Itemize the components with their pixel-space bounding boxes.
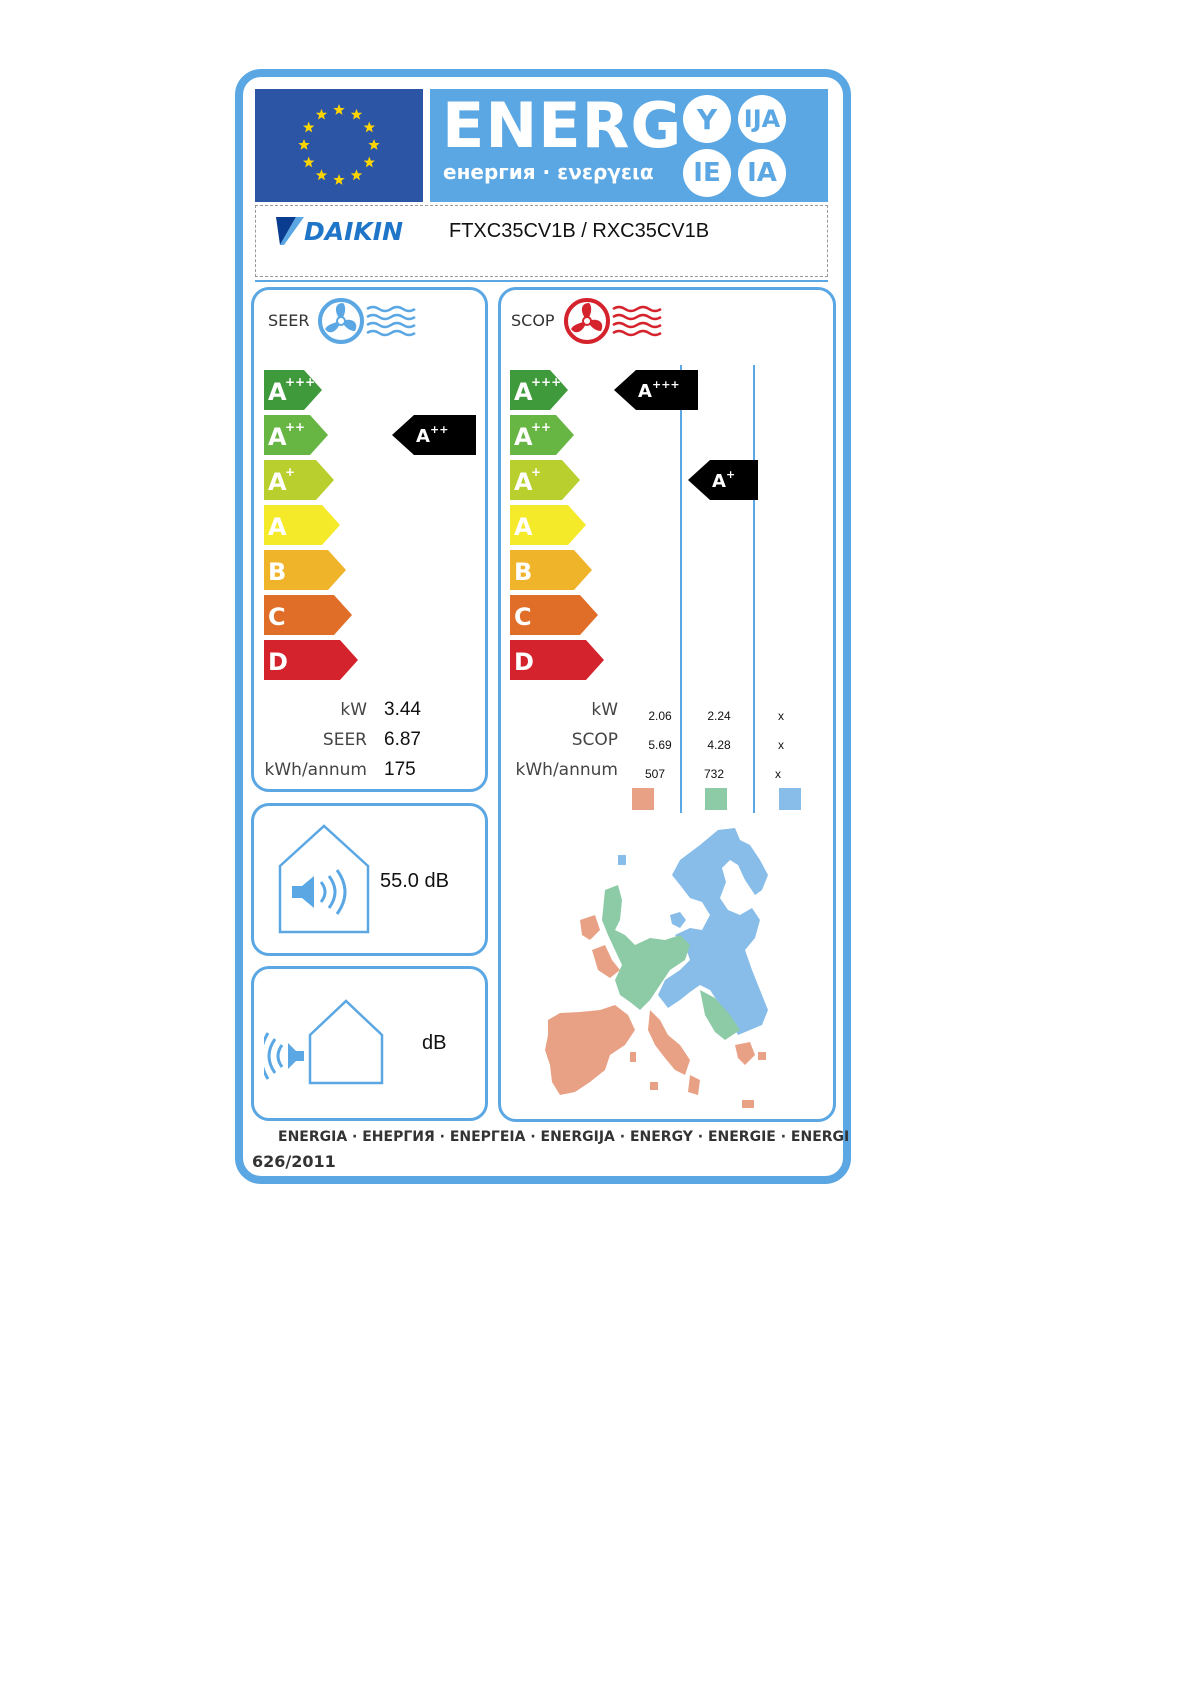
cooling-title: SEER [268, 311, 310, 330]
europe-climate-map [540, 820, 800, 1115]
class-letter: B [268, 558, 287, 586]
class-bar-appp [510, 370, 568, 410]
heating-col2-scop: 4.28 [707, 738, 731, 752]
class-letter: D [268, 648, 288, 676]
footer-languages: ENERGIA · ЕНЕРГИЯ · ΕΝΕΡΓΕΙΑ · ENERGIJA · ENERGY · ENERGIE · ENERGI [278, 1129, 850, 1145]
outdoor-noise-value: dB [422, 1032, 447, 1054]
eu-star-icon [333, 174, 344, 185]
rating-letter: A [638, 381, 652, 402]
cooling-fan-icon [317, 297, 421, 349]
cooling-seer-label: SEER [322, 730, 367, 750]
class-bar-d [264, 640, 358, 680]
cooling-kwh-value: 175 [384, 759, 416, 780]
class-bar-appp [264, 370, 322, 410]
rating-sup: + [726, 468, 736, 481]
class-sup: ++ [531, 420, 552, 434]
indoor-speaker-house-icon [276, 822, 372, 940]
heating-col3-kw: x [778, 709, 784, 723]
eu-star-icon [333, 104, 344, 115]
energy-subtitle: енергия · ενεργεια [443, 160, 654, 184]
heating-col1-kw: 2.06 [648, 709, 672, 723]
brand-name: DAIKIN [304, 217, 403, 246]
heating-col2-kw: 2.24 [707, 709, 731, 723]
class-letter: A [268, 378, 287, 406]
class-letter: A [514, 513, 533, 541]
rating-arrow [392, 415, 476, 455]
eu-star-icon [351, 109, 362, 120]
class-sup: + [531, 465, 542, 479]
class-letter: A [268, 468, 287, 496]
heating-scop-label: SCOP [571, 730, 618, 750]
class-sup: +++ [531, 375, 562, 389]
heating-kw-label: kW [591, 700, 618, 720]
suffix-ia: IA [738, 149, 786, 197]
eu-star-icon [351, 169, 362, 180]
class-letter: B [514, 558, 533, 586]
eu-star-icon [303, 122, 314, 133]
class-letter: C [268, 603, 286, 631]
class-letter: D [514, 648, 534, 676]
suffix-ija: IJA [738, 95, 786, 143]
class-bar-d [510, 640, 604, 680]
heating-col3-scop: x [778, 738, 784, 752]
eu-star-icon [298, 139, 309, 150]
cooling-kw-value: 3.44 [384, 699, 421, 720]
class-sup: + [285, 465, 296, 479]
class-bar-a [264, 505, 340, 545]
climate-swatch-warmer [632, 788, 654, 810]
eu-star-icon [364, 122, 375, 133]
indoor-noise-value: 55.0 dB [380, 870, 449, 892]
footer-regulation: 626/2011 [252, 1152, 336, 1171]
cooling-scale [262, 370, 482, 680]
eu-star-icon [364, 157, 375, 168]
heating-scale [508, 370, 758, 680]
class-bar-ap [510, 460, 580, 500]
class-bar-b [510, 550, 592, 590]
class-bar-c [264, 595, 352, 635]
rating-letter: A [712, 471, 726, 492]
eu-star-icon [316, 109, 327, 120]
suffix-ie: IE [683, 149, 731, 197]
eu-flag [255, 89, 423, 202]
rating-sup: +++ [652, 378, 680, 391]
heating-col3-kwh: x [775, 767, 781, 781]
class-bar-c [510, 595, 598, 635]
brand-logo [274, 213, 434, 251]
suffix-y: Y [683, 95, 731, 143]
class-letter: A [268, 423, 287, 451]
cooling-kw-label: kW [340, 700, 367, 720]
cooling-kwh-label: kWh/annum [264, 760, 367, 780]
rating-arrow [688, 460, 758, 500]
heating-kwh-label: kWh/annum [515, 760, 618, 780]
heating-title: SCOP [511, 311, 555, 330]
heating-col1-scop: 5.69 [648, 738, 672, 752]
class-bar-app [264, 415, 328, 455]
class-bar-a [510, 505, 586, 545]
model-identifier: FTXC35CV1B / RXC35CV1B [449, 220, 710, 242]
heating-fan-icon [563, 297, 667, 349]
class-letter: A [514, 378, 533, 406]
header-separator [255, 280, 828, 282]
class-sup: ++ [285, 420, 306, 434]
energy-title: ENERG [442, 89, 683, 162]
class-letter: C [514, 603, 532, 631]
class-letter: A [514, 423, 533, 451]
rating-sup: ++ [430, 423, 449, 436]
eu-star-icon [368, 139, 379, 150]
class-bar-b [264, 550, 346, 590]
eu-stars-icon [255, 89, 423, 202]
class-bar-ap [264, 460, 334, 500]
eu-star-icon [303, 157, 314, 168]
eu-star-icon [316, 169, 327, 180]
class-bar-app [510, 415, 574, 455]
climate-swatch-colder [779, 788, 801, 810]
cooling-seer-value: 6.87 [384, 729, 421, 750]
class-letter: A [268, 513, 287, 541]
climate-swatch-average [705, 788, 727, 810]
rating-arrow [614, 370, 698, 410]
heating-col2-kwh: 732 [703, 767, 725, 781]
heating-col1-kwh: 507 [644, 767, 666, 781]
class-sup: +++ [285, 375, 316, 389]
rating-letter: A [416, 426, 430, 447]
outdoor-speaker-house-icon [264, 995, 384, 1091]
class-letter: A [514, 468, 533, 496]
